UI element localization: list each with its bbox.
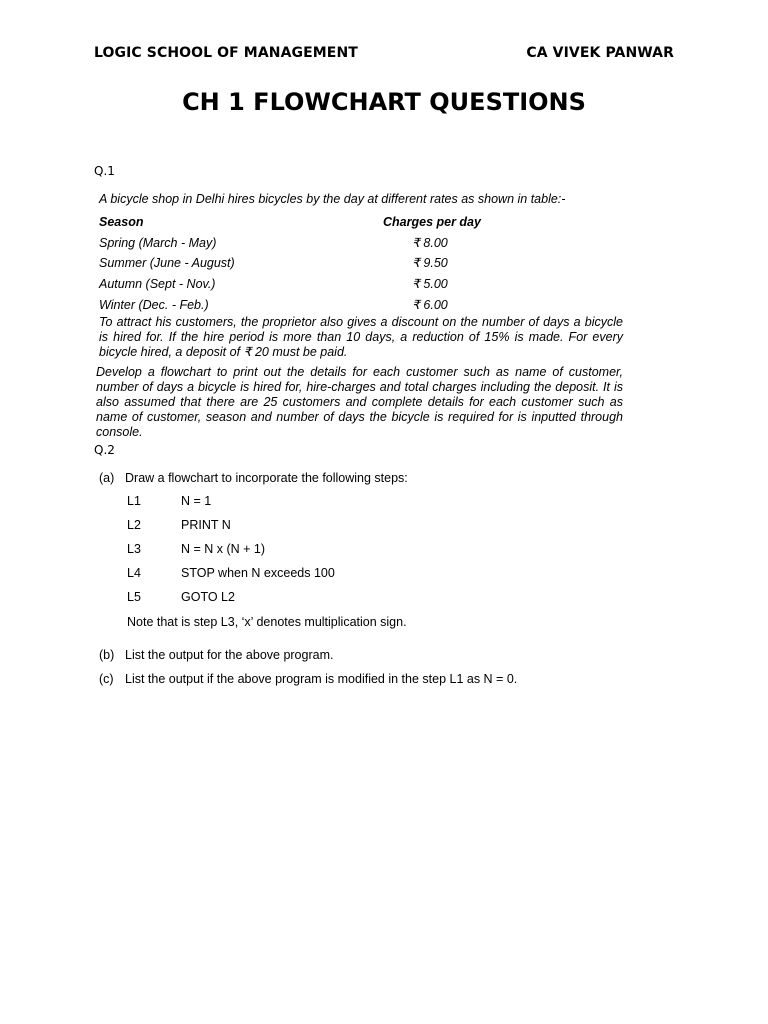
step-number: L4 <box>127 566 141 580</box>
step-instruction: STOP when N exceeds 100 <box>181 566 335 580</box>
step-instruction: GOTO L2 <box>181 590 235 604</box>
table-row <box>99 253 499 274</box>
part-text: List the output if the above program is modified in the step L1 as N = 0. <box>125 672 518 686</box>
column-header-season: Season <box>99 215 144 229</box>
charge-cell: ₹ 9.50 <box>412 256 448 271</box>
page-title: CH 1 FLOWCHART QUESTIONS <box>182 88 586 116</box>
question-1-task-paragraph: Develop a flowchart to print out the details for each customer such as name of customer, number of days a bicycle is hired for, hire-charges and total charges including the deposit. It is also assumed that there are 25 customers and complete details for each customer such as name of customer, season and number of days the bicycle is required for is inputted through console. <box>96 365 623 439</box>
part-marker: (b) <box>99 648 115 662</box>
charge-cell: ₹ 8.00 <box>412 235 448 250</box>
header-author-name: CA VIVEK PANWAR <box>526 45 674 61</box>
part-text: Draw a flowchart to incorporate the following steps: <box>125 471 408 485</box>
step-number: L1 <box>127 494 141 508</box>
charge-cell: ₹ 5.00 <box>412 277 448 292</box>
table-row <box>99 274 499 295</box>
charge-cell: ₹ 6.00 <box>412 297 448 312</box>
rate-table-header <box>99 212 499 233</box>
question-1-label: Q.1 <box>94 164 115 178</box>
column-header-charges: Charges per day <box>383 215 481 229</box>
step-instruction: N = 1 <box>181 494 212 508</box>
table-row <box>99 233 499 254</box>
rate-table <box>99 212 499 315</box>
question-2-label: Q.2 <box>94 443 115 457</box>
step-number: L5 <box>127 590 141 604</box>
question-1-intro: A bicycle shop in Delhi hires bicycles by the day at different rates as shown in table:- <box>99 192 566 206</box>
header-school-name: LOGIC SCHOOL OF MANAGEMENT <box>94 45 358 61</box>
part-text: List the output for the above program. <box>125 648 334 662</box>
step-number: L3 <box>127 542 141 556</box>
season-cell: Winter (Dec. - Feb.) <box>99 297 209 312</box>
table-row <box>99 295 499 316</box>
season-cell: Summer (June - August) <box>99 256 235 271</box>
step-number: L2 <box>127 518 141 532</box>
question-1-discount-paragraph: To attract his customers, the proprietor also gives a discount on the number of days a bicycle is hired for. If the hire period is more than 10 days, a reduction of 15% is made. For every bicycle hired, a deposit of ₹ 20 must be paid. <box>99 315 623 359</box>
step-instruction: N = N x (N + 1) <box>181 542 266 556</box>
season-cell: Autumn (Sept - Nov.) <box>99 277 216 292</box>
part-marker: (a) <box>99 471 115 485</box>
season-cell: Spring (March - May) <box>99 235 217 250</box>
part-marker: (c) <box>99 672 114 686</box>
multiplication-note: Note that is step L3, ‘x’ denotes multiplication sign. <box>127 615 407 629</box>
step-instruction: PRINT N <box>181 518 231 532</box>
